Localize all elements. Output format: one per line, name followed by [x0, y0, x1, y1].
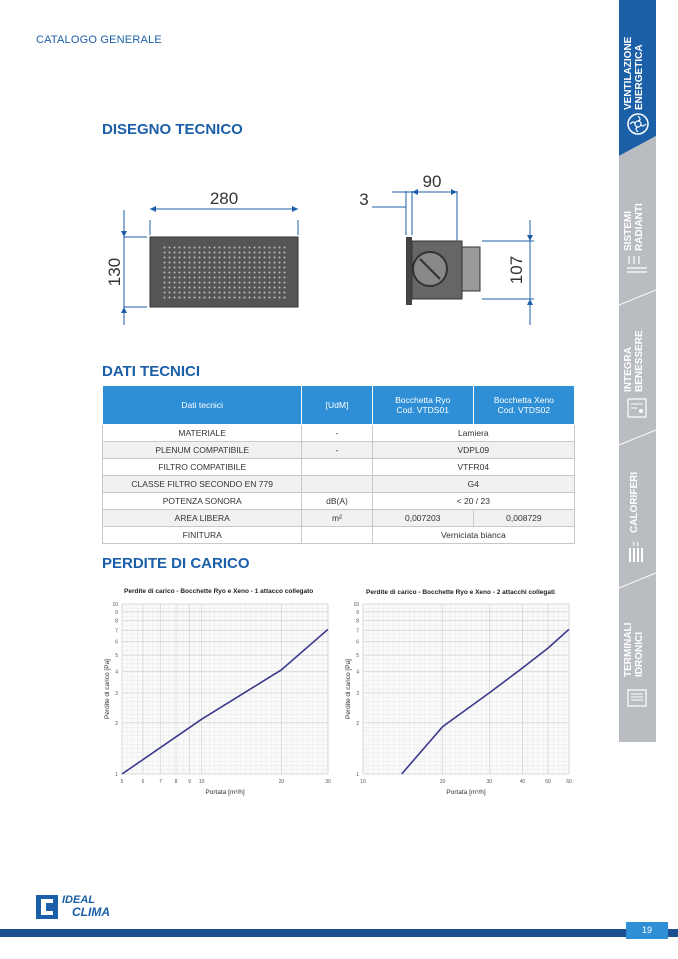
x-tick-label: 40: [519, 779, 526, 785]
technical-drawing: [102, 165, 575, 345]
x-tick-label: 50: [545, 779, 551, 785]
col-header-data: Dati tecnici: [103, 386, 302, 425]
y-tick-label: 7: [356, 628, 359, 635]
side-tab-sistemi-radianti[interactable]: SISTEMI RADIANTI: [623, 203, 645, 251]
table-row: AREA LIBERA m² 0,007203 0,008729: [103, 510, 575, 527]
integra-unit-icon: [625, 396, 649, 420]
y-tick-label: 6: [356, 639, 359, 646]
y-tick-label: 1: [356, 772, 359, 778]
x-tick-label: 20: [278, 779, 285, 785]
table-row: FINITURA Verniciata bianca: [103, 527, 575, 544]
table-row: PLENUM COMPATIBILE - VDPL09: [103, 442, 575, 459]
y-axis-label: Perdite di carico [Pa]: [104, 659, 111, 719]
page-number: 19: [626, 922, 668, 939]
x-tick-label: 6: [141, 779, 145, 785]
dimension-side-height: 107: [507, 255, 526, 285]
table-row: MATERIALE - Lamiera: [103, 425, 575, 442]
section-title-drawing: DISEGNO TECNICO: [102, 121, 243, 138]
x-tick-label: 10: [360, 779, 366, 785]
side-tab-caloriferi[interactable]: CALORIFERI: [629, 471, 640, 533]
x-tick-label: 30: [486, 779, 493, 785]
dimension-height: 130: [105, 257, 124, 287]
col-header-xeno: Bocchetta Xeno Cod. VTDS02: [473, 386, 574, 425]
logo-mark-slot: [46, 903, 58, 911]
table-row: CLASSE FILTRO SECONDO EN 779 G4: [103, 476, 575, 493]
y-tick-label: 4: [356, 669, 359, 676]
side-navigation: [619, 0, 656, 742]
x-tick-label: 5: [120, 779, 124, 785]
radiant-floor-icon: [625, 254, 649, 276]
fan-icon: [626, 112, 650, 136]
header-catalog: CATALOGO GENERALE: [36, 34, 162, 46]
y-tick-label: 9: [115, 609, 118, 616]
y-tick-label: 8: [356, 618, 359, 625]
dimension-width: 280: [209, 189, 239, 208]
x-tick-label: 8: [174, 779, 178, 785]
y-tick-label: 3: [115, 690, 118, 697]
logo-text-ideal: IDEAL: [62, 894, 95, 906]
side-tab-ventilazione[interactable]: VENTILAZIONE ENERGETICA: [623, 36, 645, 110]
table-header-row: [103, 386, 575, 425]
section-title-data: DATI TECNICI: [102, 363, 201, 380]
y-tick-label: 3: [356, 690, 359, 697]
col-header-ryo: Bocchetta Ryo Cod. VTDS01: [372, 386, 473, 425]
logo-text-clima: CLIMA: [72, 905, 110, 919]
y-tick-label: 10: [112, 602, 118, 608]
table-row: POTENZA SONORA dB(A) < 20 / 23: [103, 493, 575, 510]
x-tick-label: 7: [159, 779, 163, 785]
technical-data-table: [102, 385, 575, 544]
y-tick-label: 6: [115, 639, 118, 646]
x-tick-label: 20: [439, 779, 446, 785]
chart-1: [102, 596, 342, 796]
chart-2-title: Perdite di carico - Bocchette Ryo e Xeno - 2 attacchi collegati: [366, 589, 555, 596]
chart-1-title: Perdite di carico - Bocchette Ryo e Xeno - 1 attacco collegato: [124, 588, 314, 595]
y-tick-label: 1: [115, 772, 118, 778]
col-header-unit: [UdM]: [302, 386, 372, 425]
dimension-depth: 90: [422, 172, 442, 191]
y-tick-label: 2: [115, 720, 118, 727]
y-tick-label: 5: [115, 653, 118, 660]
fan-coil-icon: [625, 686, 649, 710]
x-tick-label: 9: [188, 779, 191, 785]
y-tick-label: 8: [115, 618, 118, 625]
chart-2: [343, 596, 583, 796]
side-tab-integra-benessere[interactable]: INTEGRA BENESSERE: [623, 330, 645, 392]
side-tab-terminali-idronici[interactable]: TERMINALI IDRONICI: [623, 622, 645, 677]
y-tick-label: 9: [356, 609, 359, 616]
x-tick-label: 10: [198, 779, 205, 785]
y-tick-label: 4: [115, 669, 118, 676]
dimension-flange: 3: [359, 190, 369, 209]
logo: [36, 895, 126, 921]
footer-bar: [0, 929, 678, 937]
x-tick-label: 60: [566, 779, 572, 785]
radiator-icon: [625, 540, 649, 566]
x-tick-label: 30: [325, 779, 331, 785]
y-tick-label: 2: [356, 720, 359, 727]
x-axis-label: Portata [m³/h]: [205, 789, 245, 796]
y-tick-label: 10: [353, 602, 359, 608]
section-title-losses: PERDITE DI CARICO: [102, 555, 250, 572]
table-row: FILTRO COMPATIBILE VTFR04: [103, 459, 575, 476]
y-axis-label: Perdite di carico [Pa]: [345, 659, 352, 719]
y-tick-label: 7: [115, 628, 118, 635]
x-axis-label: Portata [m³/h]: [446, 789, 486, 796]
y-tick-label: 5: [356, 653, 359, 660]
